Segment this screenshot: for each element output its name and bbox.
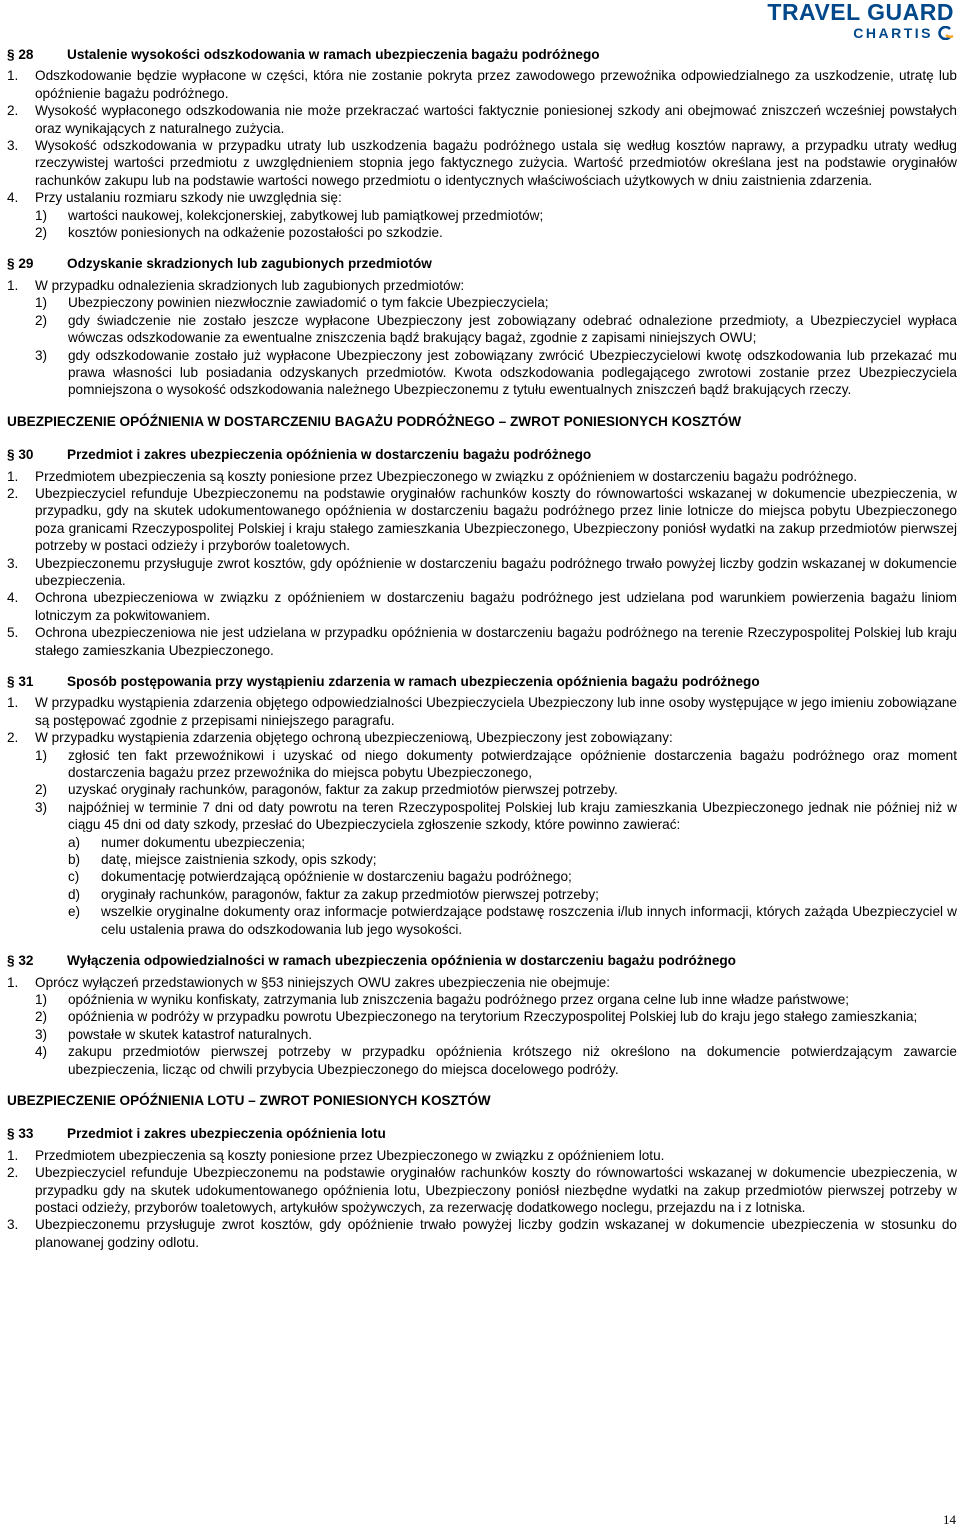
sub-item-text: powstałe w skutek katastrof naturalnych. <box>68 1026 313 1042</box>
list-item <box>7 102 957 137</box>
sub-item-text: uzyskać oryginały rachunków, paragonów, faktur za zakup przedmiotów pierwszej potrzeby. <box>68 782 618 798</box>
sub-item-number: 2) <box>35 782 48 798</box>
letter-item-label: c) <box>68 869 80 885</box>
sub-item-number: 1) <box>35 747 48 763</box>
letter-item-text: wszelkie oryginalne dokumenty oraz informacje potwierdzające podstawę roszczenia i/lub innych informacji, których zażąda Ubezpieczyciel w celu ustalenia prawa do odszkodowania lub jego wysokości. <box>101 904 957 937</box>
section-title: Sposób postępowania przy wystąpieniu zdarzenia w ramach ubezpieczenia opóźnienia bagażu podróżnego <box>67 674 760 689</box>
item-text: Oprócz wyłączeń przedstawionych w §53 niniejszych OWU zakres ubezpieczenia nie obejmuje: <box>35 974 610 990</box>
item-number: 3. <box>7 138 19 154</box>
item-text: Przedmiotem ubezpieczenia są koszty poniesione przez Ubezpieczonego w związku z opóźnieniem lotu. <box>35 1147 665 1163</box>
sub-list-item <box>35 1026 957 1043</box>
section-heading-32 <box>7 952 957 969</box>
sub-list-item <box>35 294 957 311</box>
item-text: W przypadku odnalezienia skradzionych lub zagubionych przedmiotów: <box>35 277 465 293</box>
sub-item-text: opóźnienia w podróży w przypadku powrotu Ubezpieczonego na terytorium Rzeczypospolitej Polskiej lub do kraju jego stałego zamieszkania; <box>68 1009 918 1025</box>
item-number: 2. <box>7 103 19 119</box>
sub-item-text: gdy świadczenie nie zostało jeszcze wypłacone Ubezpieczony jest zobowiązany odebrać odnalezione przedmioty, a Ubezpieczyciel wypłaca wówczas odszkodowanie za ewentualne zniszczenia bądź brakujący bagaż, zgodnie z zapisami niniejszych OWU; <box>68 312 957 346</box>
sub-item-number: 2) <box>35 225 48 241</box>
item-number: 1. <box>7 974 19 990</box>
sub-list-item <box>35 991 957 1008</box>
section-number: § 31 <box>7 674 34 689</box>
section-heading-28 <box>7 46 957 63</box>
item-number: 3. <box>7 1217 19 1233</box>
page-number: 14 <box>943 1512 956 1527</box>
sub-item-number: 3) <box>35 347 48 363</box>
item-number: 5. <box>7 625 19 641</box>
section-title: Przedmiot i zakres ubezpieczenia opóźnienia w dostarczeniu bagażu podróżnego <box>67 447 592 463</box>
chartis-swoosh-icon <box>936 26 954 40</box>
sub-item-number: 1) <box>35 207 48 223</box>
item-number: 2. <box>7 485 19 501</box>
sub-item-number: 1) <box>35 991 48 1007</box>
travel-guard-logo <box>714 0 954 46</box>
item-number: 4. <box>7 190 19 206</box>
list-item <box>7 277 957 294</box>
sub-list-item <box>35 747 957 782</box>
item-number: 2. <box>7 730 19 746</box>
sub-list-item <box>35 799 957 834</box>
section-title: Wyłączenia odpowiedzialności w ramach ubezpieczenia opóźnienia w dostarczeniu bagażu podróżnego <box>67 953 736 969</box>
section-number: § 29 <box>7 256 34 272</box>
sub-list-item <box>35 312 957 347</box>
item-text: Ochrona ubezpieczeniowa w związku z opóźnieniem w dostarczeniu bagażu podróżnego jest udzielana pod warunkiem powierzenia bagażu liniom lotniczym za pokwitowaniem. <box>35 590 957 623</box>
logo-sub-text <box>853 24 954 42</box>
letter-item-text: numer dokumentu ubezpieczenia; <box>101 834 306 850</box>
section-title: Odzyskanie skradzionych lub zagubionych przedmiotów <box>67 256 432 272</box>
item-number: 1. <box>7 68 19 84</box>
section-number: § 28 <box>7 47 34 62</box>
item-text: Wysokość wypłaconego odszkodowania nie może przekraczać wartości faktycznie poniesionej szkody ani obejmować zniszczeń wcześniej powstałych oraz wynikających z naturalnego zużycia. <box>35 103 957 136</box>
list-item <box>7 729 957 746</box>
item-text: Przy ustalaniu rozmiaru szkody nie uwzględnia się: <box>35 190 342 206</box>
item-text: W przypadku wystąpienia zdarzenia objętego odpowiedzialności Ubezpieczyciela Ubezpieczony lub inne osoby występujące w jego imieniu zobowiązane są postępować zgodnie z przepisami niniejszego paragrafu. <box>35 695 957 728</box>
list-item <box>7 1164 957 1216</box>
insurance-section-banner: UBEZPIECZENIE OPÓŹNIENIA LOTU – ZWROT PONIESIONYCH KOSZTÓW <box>7 1092 491 1108</box>
sub-item-number: 2) <box>35 312 48 328</box>
sub-item-number: 1) <box>35 295 48 311</box>
sub-list-item <box>35 224 957 241</box>
item-text: Ubezpieczyciel refunduje Ubezpieczonemu na podstawie oryginałów rachunków koszty do równowartości wskazanej w dokumencie ubezpieczenia, w przypadku, gdy na skutek udokumentowanego opóźnienia w dostarczeniu bagażu podróżnego przez linie lotnicze do miejsca pobytu Ubezpieczonego poza granicami Rzeczypospolitej Polskiej i kraju stałego zamieszkania Ubezpieczonego, Ubezpieczony poniósł wydatki na zakup przedmiotów pierwszej potrzeby w postaci odzieży i przyborów toaletowych. <box>35 485 957 554</box>
item-number: 4. <box>7 590 19 606</box>
item-number: 2. <box>7 1165 19 1181</box>
item-number: 1. <box>7 1147 19 1163</box>
letter-list-item <box>68 886 957 903</box>
logo-chartis-text: CHARTIS <box>853 25 933 41</box>
sub-item-text: zgłosić ten fakt przewoźnikowi i uzyskać od niego dokumenty potwierdzające opóźnienie dostarczenia bagażu podróżnego oraz moment dostarczenia bagażu przez przewoźnika do miejsca pobytu Ubezpieczonego, <box>68 747 957 781</box>
letter-item-label: b) <box>68 852 81 868</box>
list-item <box>7 468 957 485</box>
sub-item-number: 3) <box>35 799 48 815</box>
item-text: Przedmiotem ubezpieczenia są koszty poniesione przez Ubezpieczonego w związku z opóźnieniem w dostarczeniu bagażu podróżnego. <box>35 468 858 484</box>
insurance-section-banner: UBEZPIECZENIE OPÓŹNIENIA W DOSTARCZENIU BAGAŻU PODRÓŻNEGO – ZWROT PONIESIONYCH KOSZTÓW <box>7 413 742 429</box>
sub-item-number: 2) <box>35 1009 48 1025</box>
letter-item-label: d) <box>68 886 81 902</box>
item-text: Wysokość odszkodowania w przypadku utraty lub uszkodzenia bagażu podróżnego ustala się według kosztów naprawy, a przypadku utraty według rzeczywistej wartości przedmiotu z uwzględnieniem stopnia jego faktycznego zużycia. Wartość przedmiotów określana jest na podstawie oryginałów rachunków zakupu lub na podstawie wartości nowego przedmiotu o identycznych właściwościach użytkowych w dniu zaistnienia zdarzenia. <box>35 138 957 188</box>
section-heading-30 <box>7 446 957 463</box>
sub-item-text: Ubezpieczony powinien niezwłocznie zawiadomić o tym fakcie Ubezpieczyciela; <box>68 295 549 311</box>
letter-item-label: a) <box>68 834 81 850</box>
section-heading-33 <box>7 1125 957 1142</box>
list-item <box>7 1216 957 1251</box>
sub-item-number: 3) <box>35 1026 48 1042</box>
section-title: Przedmiot i zakres ubezpieczenia opóźnienia lotu <box>67 1126 386 1142</box>
list-item <box>7 1147 957 1164</box>
sub-item-text: zakupu przedmiotów pierwszej potrzeby w przypadku opóźnienia krótszego niż określono na dokumencie potwierdzającym zawarcie ubezpieczenia, licząc od chwili przybycia Ubezpieczonego do miejsca docelowego podróży. <box>68 1044 957 1077</box>
section-number: § 32 <box>7 953 34 969</box>
item-text: Ubezpieczyciel refunduje Ubezpieczonemu na podstawie oryginałów rachunków koszty do równowartości wskazanej w dokumencie ubezpieczenia, w przypadku gdy na skutek udokumentowanego opóźnienia lotu, Ubezpieczony poniósł niezbędne wydatki na zakup przedmiotów pierwszej potrzeby w postaci odzieży, przyborów toaletowych, artykułów spożywczych, za rezerwację dodatkowego noclegu, przejazdu na i z lotniska. <box>35 1165 957 1215</box>
sub-item-number: 4) <box>35 1044 48 1060</box>
section-heading-31 <box>7 673 957 690</box>
letter-list-item <box>68 851 957 868</box>
item-text: Ochrona ubezpieczeniowa nie jest udzielana w przypadku opóźnienia w dostarczeniu bagażu podróżnego na terenie Rzeczypospolitej Polskiej lub kraju stałego zamieszkania Ubezpieczonego. <box>35 625 957 658</box>
item-number: 1. <box>7 695 19 711</box>
letter-item-text: dokumentację potwierdzającą opóźnienie w dostarczeniu bagażu podróżnego; <box>101 869 572 885</box>
sub-list-item <box>35 207 957 224</box>
list-item <box>7 694 957 729</box>
sub-item-text: gdy odszkodowanie zostało już wypłacone Ubezpieczony jest zobowiązany zwrócić Ubezpieczycielowi kwotę odszkodowania lub przekazać mu prawa własności lub posiadania odzyskanych przedmiotów. Kwota odszkodowania podlegającego zwrotowi zostanie przez Ubezpieczyciela pomniejszona o wysokość odszkodowania należnego Ubezpieczonemu z tytułu ewentualnych zniszczeń bądź brakujących rzeczy. <box>68 347 957 398</box>
item-number: 1. <box>7 468 19 484</box>
list-item <box>7 624 957 659</box>
sub-item-text: najpóźniej w terminie 7 dni od daty powrotu na teren Rzeczypospolitej Polskiej lub kraju zamieszkania Ubezpieczonego jednak nie później niż w ciągu 45 dni od daty szkody, przesłać do Ubezpieczyciela zgłoszenie szkody, które powinno zawierać: <box>68 799 957 833</box>
list-item <box>7 189 957 206</box>
item-text: Odszkodowanie będzie wypłacone w części, która nie zostanie pokryta przez zawodowego przewoźnika odpowiedzialnego za uszkodzenie, utratę lub opóźnienie bagażu podróżnego. <box>35 68 957 101</box>
letter-item-text: oryginały rachunków, paragonów, faktur za zakup przedmiotów pierwszej potrzeby; <box>101 886 599 902</box>
sub-item-text: opóźnienia w wyniku konfiskaty, zatrzymania lub zniszczenia bagażu podróżnego przez organa celne lub inne władze państwowe; <box>68 991 850 1007</box>
sub-item-text: kosztów poniesionych na odkażenie pozostałości po szkodzie. <box>68 225 443 241</box>
letter-list-item <box>68 868 957 885</box>
list-item <box>7 485 957 555</box>
item-number: 1. <box>7 277 19 293</box>
item-text: W przypadku wystąpienia zdarzenia objętego ochroną ubezpieczeniową, Ubezpieczony jest zobowiązany: <box>35 730 673 746</box>
section-title: Ustalenie wysokości odszkodowania w ramach ubezpieczenia bagażu podróżnego <box>67 47 600 62</box>
section-number: § 33 <box>7 1126 34 1142</box>
sub-list-item <box>35 781 957 798</box>
list-item <box>7 67 957 102</box>
item-number: 3. <box>7 555 19 571</box>
letter-list-item <box>68 834 957 851</box>
sub-item-text: wartości naukowej, kolekcjonerskiej, zabytkowej lub pamiątkowej przedmiotów; <box>68 207 544 223</box>
list-item <box>7 555 957 590</box>
list-item <box>7 137 957 189</box>
list-item <box>7 589 957 624</box>
sub-list-item <box>35 347 957 399</box>
item-text: Ubezpieczonemu przysługuje zwrot kosztów, gdy opóźnienie w dostarczeniu bagażu podróżnego trwało powyżej liczby godzin wskazanej w dokumencie ubezpieczenia. <box>35 555 957 588</box>
item-text: Ubezpieczonemu przysługuje zwrot kosztów, gdy opóźnienie trwało powyżej liczby godzin wskazanej w dokumencie ubezpieczenia w stosunku do planowanej godziny odlotu. <box>35 1217 957 1250</box>
section-heading-29 <box>7 255 957 272</box>
letter-item-text: datę, miejsce zaistnienia szkody, opis szkody; <box>101 852 377 868</box>
sub-list-item <box>35 1008 957 1025</box>
sub-list-item <box>35 1043 957 1078</box>
section-number: § 30 <box>7 447 34 463</box>
document-body <box>7 46 957 1251</box>
list-item <box>7 974 957 991</box>
logo-main-text: TRAVEL GUARD <box>767 0 954 25</box>
letter-item-label: e) <box>68 904 81 920</box>
letter-list-item <box>68 903 957 938</box>
